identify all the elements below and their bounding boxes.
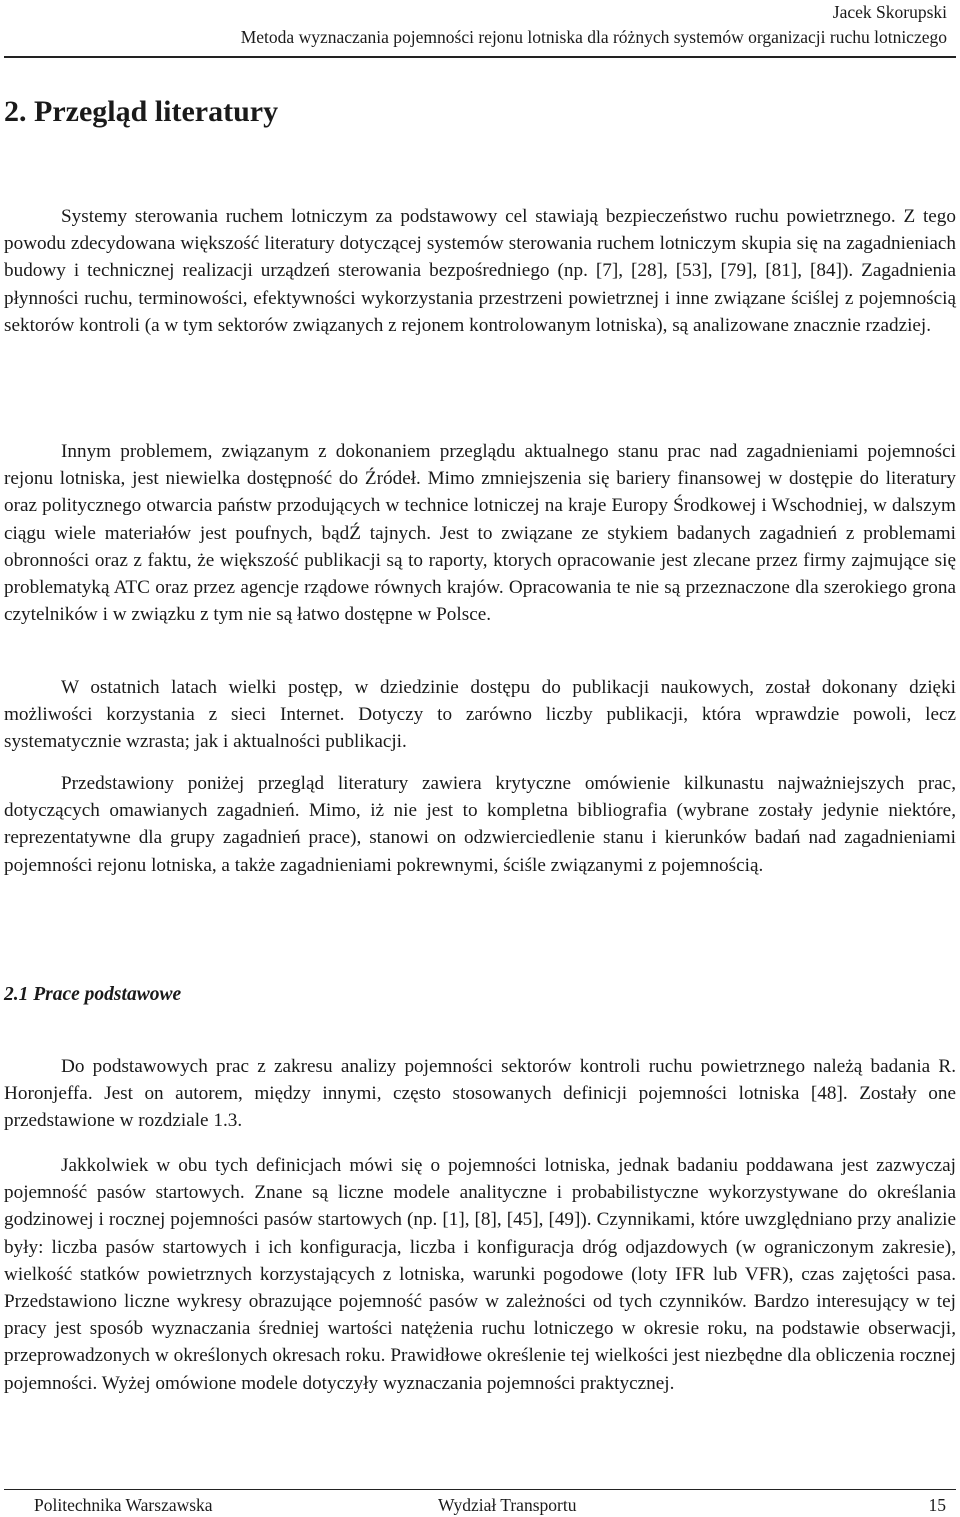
header-rule [4,56,956,58]
section-heading: 2. Przegląd literatury [4,95,279,128]
subsection-heading: 2.1 Prace podstawowe [4,984,182,1005]
section-paragraph-1: Systemy sterowania ruchem lotniczym za podstawowy cel stawiają bezpieczeństwo ruchu powietrznego. Z tego powodu zdecydowana większość literatury dotyczącej systemów sterowania ruchem lotniczym skupia się na zagadnieniach budowy i technicznej realizacji urządzeń sterowania bezpośredniego (np. [7], [28], [53], [79], [81], [84]). Zagadnienia płynności ruchu, terminowości, efektywności wykorzystania przestrzeni powietrznej i inne związane ściślej z pojemnością sektorów kontroli (a w tym sektorów związanych z rejonem kontrolowanym lotniska), są analizowane znacznie rzadziej. [4,206,956,336]
footer-institution: Politechnika Warszawska [34,1495,213,1515]
section-paragraph-4: Przedstawiony poniżej przegląd literatury zawiera krytyczne omówienie kilkunastu najważniejszych prac, dotyczących omawianych zagadnień. Mimo, iż nie jest to kompletna bibliografia (wybrane zostały jedynie niektóre, reprezentatywne dla grupy zagadnień prace), stanowi on odzwierciedlenie stanu i kierunków badań nad zagadnieniami pojemności rejonu lotniska, a także zagadnieniami pokrewnymi, ściśle związanymi z pojemnością. [4,773,956,876]
running-header-author: Jacek Skorupski [832,2,947,22]
running-header-title: Metoda wyznaczania pojemności rejonu lotniska dla różnych systemów organizacji ruchu lotniczego [240,27,947,47]
section-paragraph-3: W ostatnich latach wielki postęp, w dziedzinie dostępu do publikacji naukowych, został dokonany dzięki możliwości korzystania z sieci Internet. Dotyczy to zarówno liczby publikacji, która wprawdzie powoli, lecz systematycznie wzrasta; jak i aktualności publikacji. [4,677,956,753]
subsection-paragraph-2: Jakkolwiek w obu tych definicjach mówi się o pojemności lotniska, jednak badaniu poddawana jest zazwyczaj pojemność pasów startowych. Znane są liczne modele analityczne i probabilistyczne wykorzystywane do określania godzinowej i rocznej pojemności pasów startowych (np. [1], [8], [45], [49]). Czynnikami, które uwzględniano przy analizie były: liczba pasów startowych i ich konfiguracja, liczba i konfiguracja dróg odjazdowych (w ograniczonym zakresie), wielkość statków powietrznych korzystających z lotniska, warunki pogodowe (loty IFR lub VFR), czas zajętości pasa. Przedstawiono liczne wykresy obrazujące pojemność pasów w zależności od tych czynników. Bardzo interesujący w tej pracy jest sposób wyznaczania średniej wartości natężenia ruchu lotniczego w okresie roku, na podstawie obserwacji, przeprowadzonych w określonych okresach roku. Prawidłowe określenie tej wielkości jest niezbędne dla obliczenia rocznej pojemności. Wyżej omówione modele dotyczyły wyznaczania pojemności praktycznej. [4,1155,956,1394]
page-number: 15 [928,1495,946,1515]
footer-faculty: Wydział Transportu [438,1495,577,1515]
footer-rule [4,1489,956,1490]
section-paragraph-2: Innym problemem, związanym z dokonaniem przeglądu aktualnego stanu prac nad zagadnieniami pojemności rejonu lotniska, jest niewielka dostępność do Źródeł. Mimo zmniejszenia się bariery finansowej w dostępie do literatury oraz politycznego otwarcia państw przodujących w technice lotniczej na kraje Europy Środkowej i Wschodniej, w dalszym ciągu wiele materiałów jest poufnych, bądŹ tajnych. Jest to związane ze stykiem badanych zagadnień z problemami obronności oraz z faktu, że większość publikacji są to raporty, ktorych opracowanie jest zlecane przez firmy zajmujące się problematyką ATC oraz przez agencje rządowe równych krajów. Opracowania te nie są przeznaczone dla szerokiego grona czytelników i w związku z tym nie są łatwo dostępne w Polsce. [4,441,956,626]
subsection-paragraph-1: Do podstawowych prac z zakresu analizy pojemności sektorów kontroli ruchu powietrznego należą badania R. Horonjeffa. Jest on autorem, między innymi, często stosowanych definicji pojemności lotniska [48]. Zostały one przedstawione w rozdziale 1.3. [4,1056,956,1132]
